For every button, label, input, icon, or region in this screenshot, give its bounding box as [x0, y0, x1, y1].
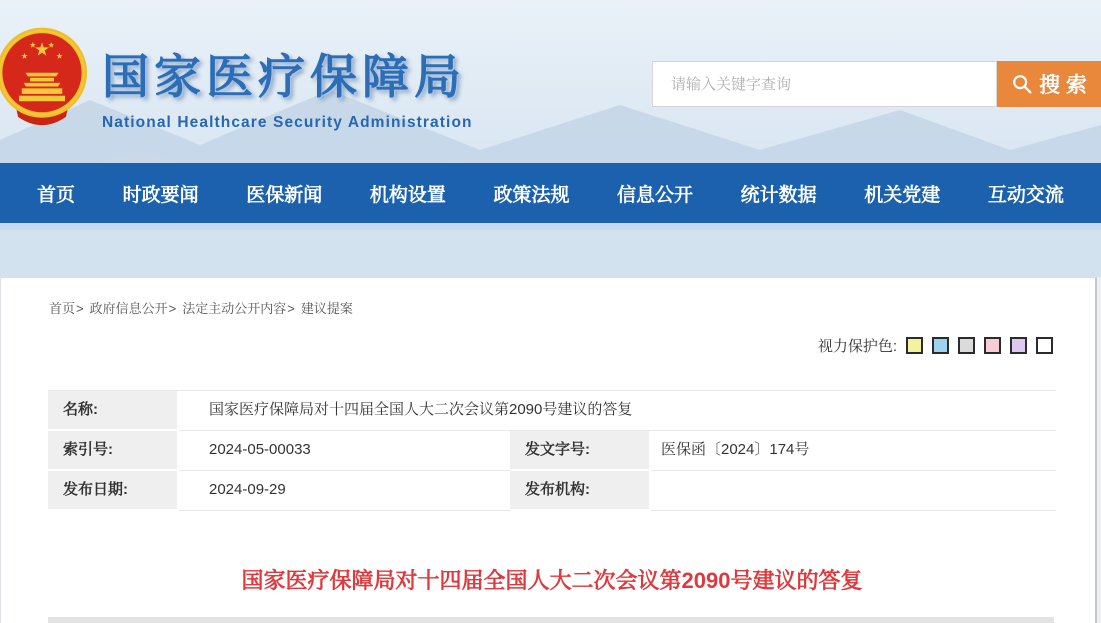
- nav-item-home[interactable]: 首页: [37, 184, 76, 206]
- breadcrumb-separator: >: [76, 301, 84, 316]
- nav-item-info-disclosure[interactable]: 信息公开: [617, 184, 694, 206]
- breadcrumb-gov-info[interactable]: 政府信息公开: [89, 301, 168, 316]
- article-title: 国家医疗保障局对十四届全国人大二次会议第2090号建议的答复: [241, 568, 863, 593]
- breadcrumb-separator: >: [168, 301, 177, 316]
- field-name-label: 名称:: [48, 391, 179, 431]
- search-box: [652, 61, 1101, 107]
- search-icon: [1011, 73, 1033, 95]
- search-input[interactable]: [652, 61, 997, 107]
- nav-item-policy[interactable]: 政策法规: [493, 184, 570, 206]
- eye-protect-row: [1, 335, 1095, 356]
- header-banner: [0, 0, 1101, 277]
- field-publish-date-label: 发布日期:: [48, 471, 179, 511]
- eye-protect-swatch-purple[interactable]: [1010, 337, 1027, 354]
- field-publish-date-value: 2024-09-29: [179, 471, 510, 511]
- section-divider: [48, 617, 1054, 623]
- nav-item-medical-news[interactable]: 医保新闻: [246, 184, 323, 206]
- search-button[interactable]: [997, 61, 1101, 107]
- breadcrumb: [1, 278, 1095, 317]
- field-doc-number-value: 医保函〔2024〕174号: [651, 431, 1056, 471]
- eye-protect-swatch-pink[interactable]: [984, 337, 1001, 354]
- field-index-value: 2024-05-00033: [179, 431, 510, 471]
- breadcrumb-home[interactable]: 首页: [49, 301, 76, 316]
- content-panel: [0, 277, 1097, 623]
- breadcrumb-legal-disclosure[interactable]: 法定主动公开内容: [182, 301, 287, 316]
- nav-item-party-building[interactable]: 机关党建: [864, 184, 941, 206]
- nav-item-current-affairs[interactable]: 时政要闻: [122, 184, 199, 206]
- nav-item-statistics[interactable]: 统计数据: [740, 184, 817, 206]
- search-button-label: 搜 索: [1039, 74, 1087, 97]
- document-info-table: [48, 390, 1056, 511]
- site-title-en: National Healthcare Security Administration: [102, 114, 473, 131]
- eye-protect-swatch-yellow[interactable]: [906, 337, 923, 354]
- eye-protect-label: 视力保护色:: [817, 338, 897, 355]
- nav-item-organization[interactable]: 机构设置: [369, 184, 446, 206]
- field-name-value: 国家医疗保障局对十四届全国人大二次会议第2090号建议的答复: [179, 391, 1056, 431]
- brand-text: [102, 26, 473, 132]
- brand-logo[interactable]: [0, 26, 473, 136]
- breadcrumb-suggestions: 建议提案: [300, 301, 353, 316]
- china-national-emblem-icon: [0, 26, 88, 136]
- eye-protect-swatch-blue[interactable]: [932, 337, 949, 354]
- site-title-cn: 国家医疗保障局: [102, 50, 466, 103]
- main-nav: [0, 163, 1101, 223]
- breadcrumb-separator: >: [287, 301, 295, 316]
- nav-item-interaction[interactable]: 互动交流: [987, 184, 1064, 206]
- eye-protect-swatch-gray[interactable]: [958, 337, 975, 354]
- field-doc-number-label: 发文字号:: [510, 431, 651, 471]
- eye-protect-swatch-white[interactable]: [1036, 337, 1053, 354]
- field-publish-org-value: [651, 471, 1056, 511]
- field-publish-org-label: 发布机构:: [510, 471, 651, 511]
- field-index-label: 索引号:: [48, 431, 179, 471]
